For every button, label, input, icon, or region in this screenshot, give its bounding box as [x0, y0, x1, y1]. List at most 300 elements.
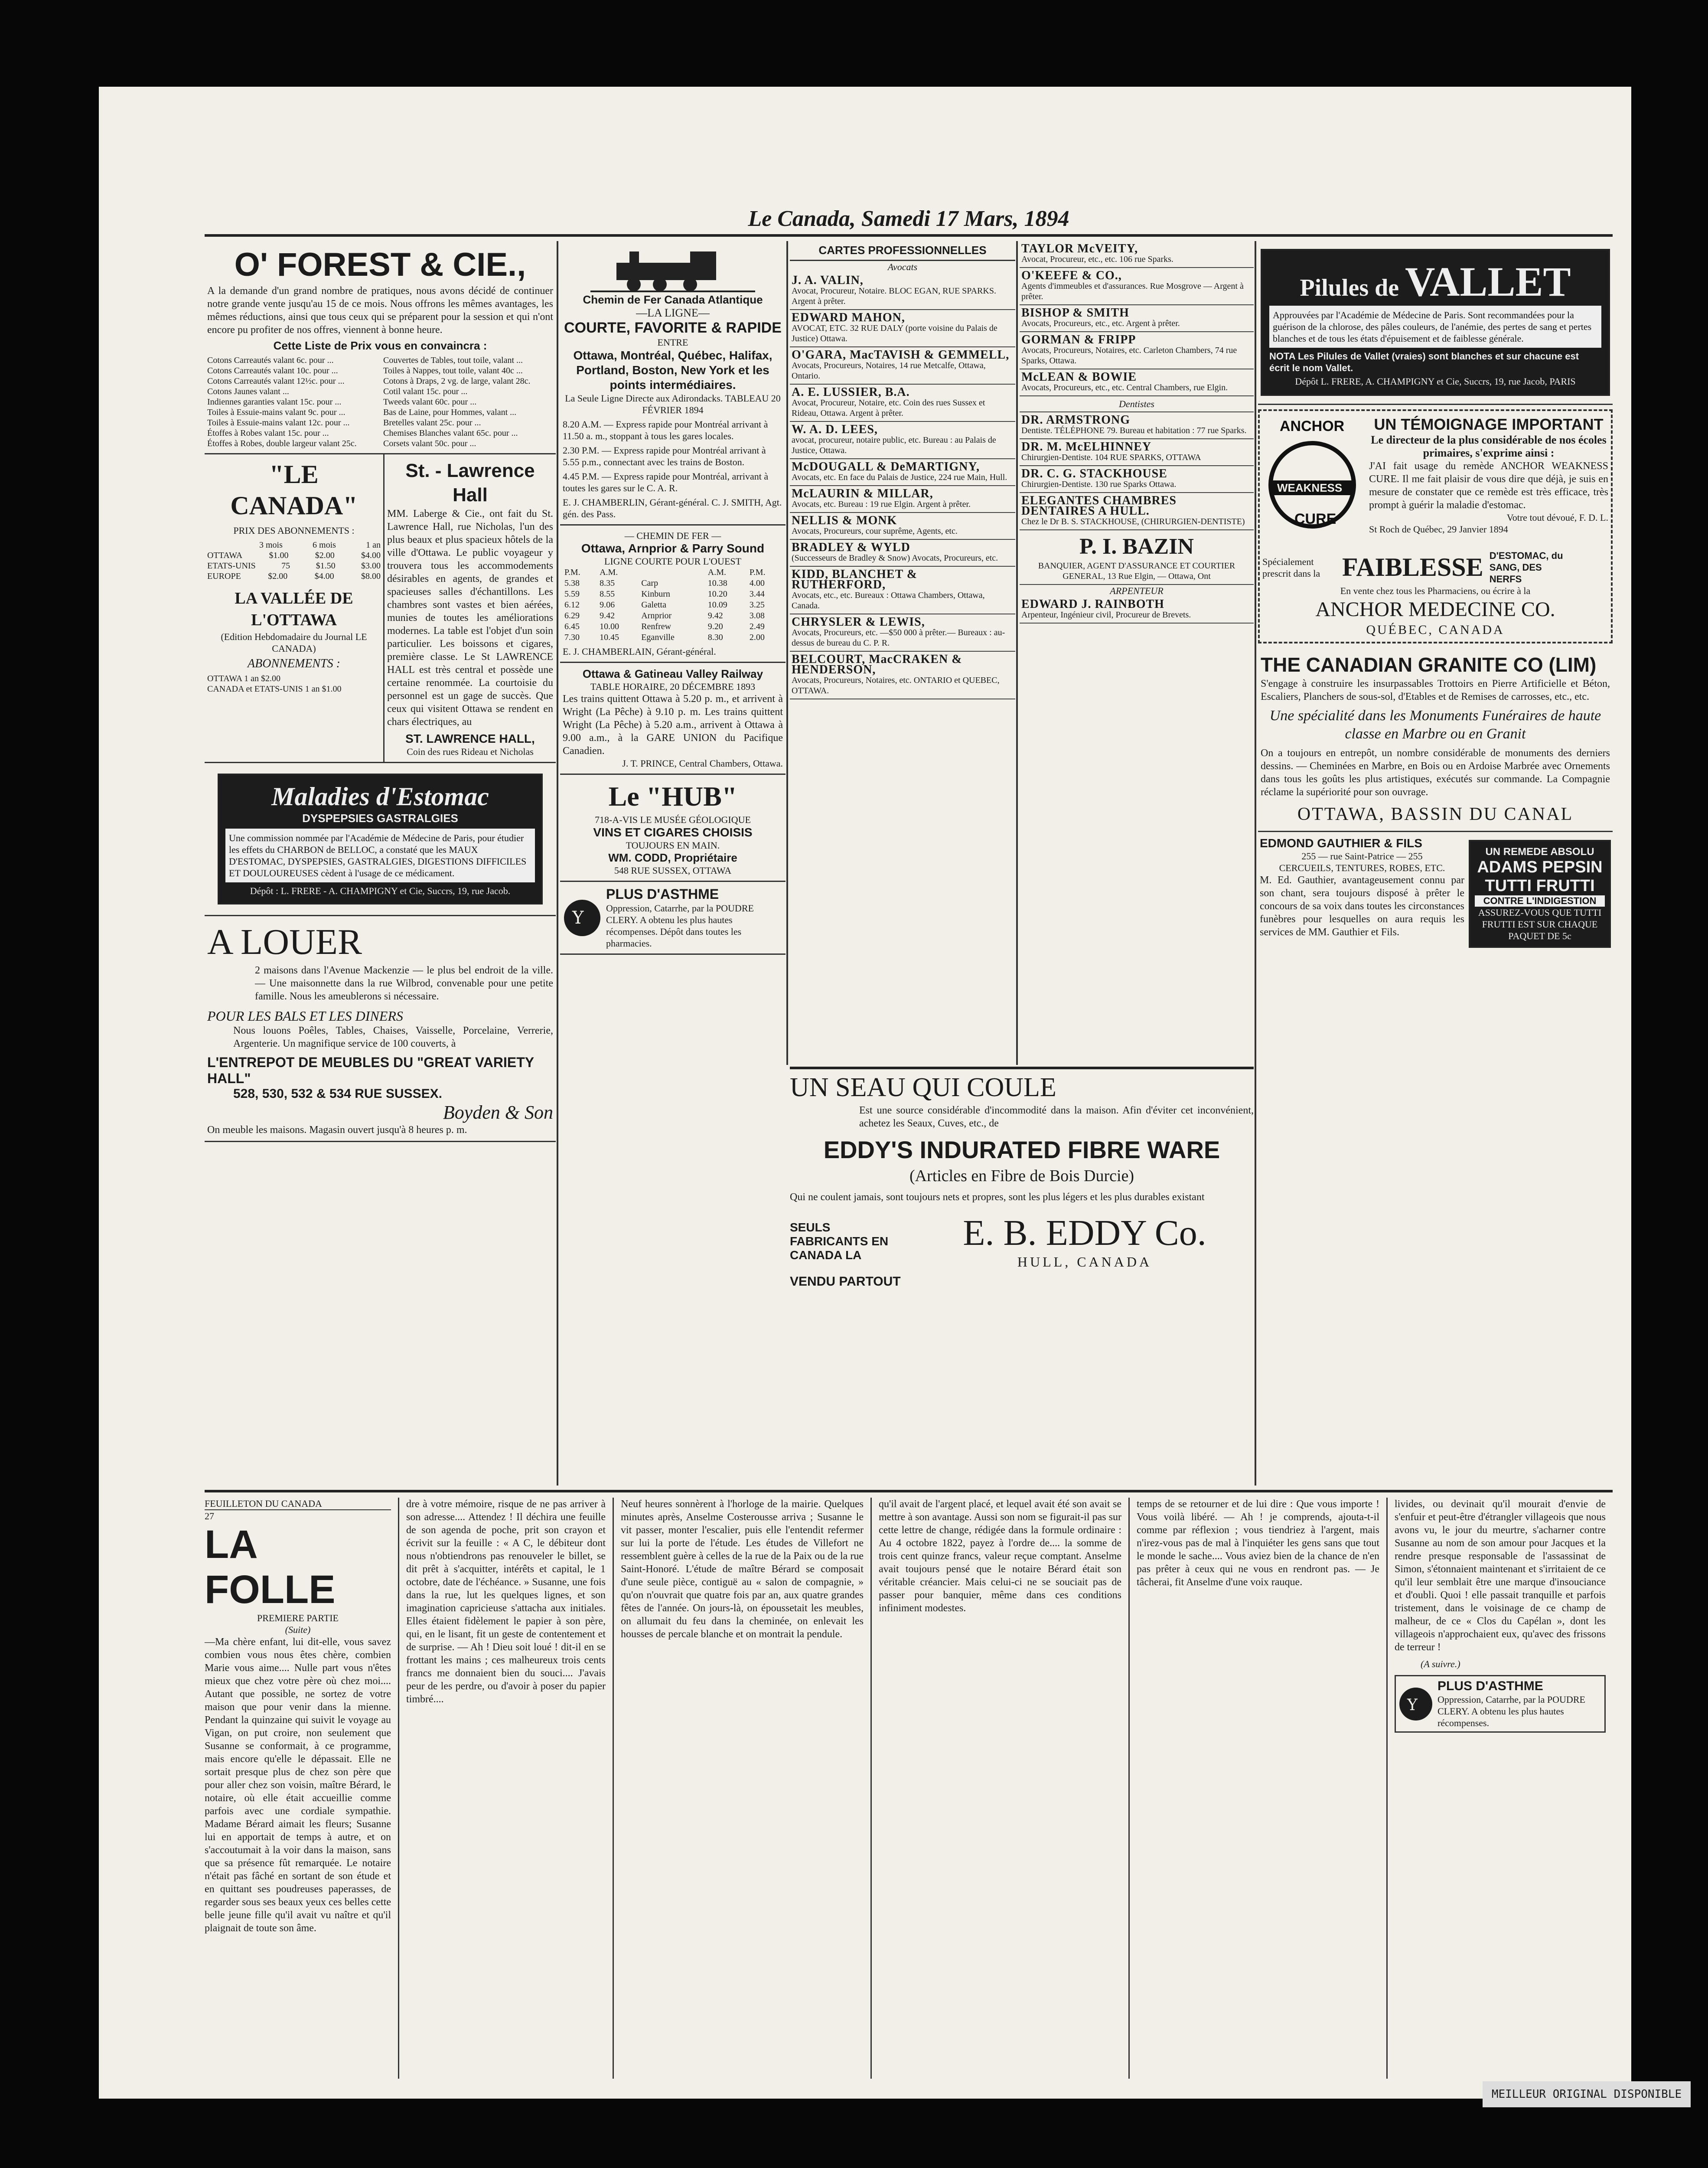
table-cell: 10.09 — [707, 600, 727, 610]
list-item: Cotil valant 15c. pour ... — [383, 387, 468, 396]
table-row — [563, 632, 783, 643]
maladies-box — [218, 774, 543, 904]
vallet-ad — [1258, 241, 1613, 405]
row-label: EUROPE — [207, 571, 241, 581]
card-name: NELLIS & MONK — [792, 514, 897, 527]
pepsin-line4: CONTRE L'INDIGESTION — [1475, 895, 1605, 907]
seau-title: UN SEAU QUI COULE — [790, 1073, 1056, 1102]
anchor-badge-bot: CURE — [1294, 511, 1336, 527]
seau-sellers: SEULS FABRICANTS EN CANADA LA — [790, 1220, 889, 1262]
column-cards-2 — [1020, 241, 1254, 1065]
professional-card — [790, 614, 1015, 652]
list-item: Étoffes à Robes valant 15c. pour ... — [207, 428, 329, 438]
card-name: DR. C. G. STACKHOUSE — [1021, 467, 1167, 480]
professional-card — [1020, 268, 1254, 305]
asthme-title: PLUS D'ASTHME — [606, 886, 719, 902]
asthme-ad-2 — [1395, 1675, 1606, 1733]
bazin-name: P. I. BAZIN — [1079, 534, 1194, 559]
pepsin-line5: ASSUREZ-VOUS QUE TUTTI FRUTTI EST SUR CHAQUE PAQUET DE 5c — [1478, 907, 1602, 941]
maladies-body: Une commission nommée par l'Académie de Médecine de Paris, pour étudier les effets du CHARBON de BELLOC, a constaté que les MAUX D'ESTOMAC, DYSPEPSIES, GASTRALGIES, DIGESTIONS DIFFICILES ET DOULOUREUSES cèdent à l'usage de ce médicament. — [225, 829, 535, 882]
railway-label: Chemin de Fer Canada Atlantique — [583, 293, 763, 306]
forest-intro: A la demande d'un grand nombre de pratiques, nous avons décidé de continuer notre grande vente jusqu'au 15 de ce mois. Nous offrons les mêmes avantages, les mêmes réductions, ainsi que tous ceux qui se préparent pour la session et qui n'ont encore pu profiter de nos offres, viennent à bonne heure. — [207, 285, 553, 336]
svg-text:Y: Y — [572, 908, 584, 928]
table-row — [563, 621, 783, 632]
entrepot-addr: 528, 530, 532 & 534 RUE SUSSEX. — [233, 1087, 442, 1101]
col-head: 6 mois — [313, 540, 336, 550]
cards-list — [790, 273, 1015, 699]
card-desc: Avocats, Procureurs, etc., etc. Argent à prêter. — [1021, 319, 1180, 328]
professional-card — [1020, 493, 1254, 530]
professional-card — [790, 310, 1015, 347]
table-row — [563, 578, 783, 589]
price: $4.00 — [314, 571, 334, 581]
railway-time: 2.30 P.M. — Express rapide pour Montréal arrivant à 5.55 p.m., connectant avec les trains de Boston. — [563, 445, 766, 467]
feuilleton-col-1 — [205, 1498, 399, 2079]
list-item: Bas de Laine, pour Hommes, valant ... — [383, 408, 517, 417]
gauthier-pepsin-row — [1258, 832, 1613, 956]
list-item: Chemises Blanches valant 65c. pour ... — [383, 428, 518, 438]
arpenteur-label: ARPENTEUR — [1110, 585, 1164, 596]
vallet-title-a: Pilules de — [1300, 274, 1399, 301]
feuilleton-text: temps de se retourner et de lui dire : Que vous importe ! Vous voilà libéré. — Ah ! je comprends, ajouta-t-il comme par réflexion ; vous tiendriez à l'argent, mais n'irez-vous pas de mal à l'inquiéter les gens sans que tout le monde le sache.... Vous aviez bien de la chance de n'en pas prêter à ceux qui ne vous en rendront pas. — Je tâcherai, fit Anselme d'une voix rauque. — [1137, 1499, 1379, 1588]
railway-ligne: —LA LIGNE— — [636, 307, 710, 319]
price: 75 — [281, 561, 290, 571]
column-cards — [790, 241, 1015, 1065]
page-header: Le Canada, Samedi 17 Mars, 1894 — [205, 204, 1613, 237]
column-railways — [560, 241, 786, 1486]
gauthier-title: EDMOND GAUTHIER & FILS — [1260, 836, 1422, 850]
anchor-title: UN TÉMOIGNAGE IMPORTANT — [1374, 415, 1604, 433]
lawrence-ad — [385, 454, 556, 762]
dentistes-label: Dentistes — [1020, 396, 1254, 412]
list-item: Cotons Jaunes valant ... — [207, 387, 289, 396]
price-row — [207, 561, 381, 571]
feuilleton-col-5 — [1130, 1498, 1388, 2079]
professional-card — [1020, 241, 1254, 268]
row-label: OTTAWA — [207, 551, 243, 560]
section-rule — [205, 1490, 1613, 1492]
maladies-sub: DYSPEPSIES GASTRALGIES — [302, 812, 458, 825]
table-cell: 3.08 — [749, 611, 765, 620]
card-name: DR. ARMSTRONG — [1021, 413, 1131, 427]
card-desc: Avocat, Procureur, Notaire. BLOC EGAN, RUE SPARKS. Argent à prêter. — [792, 286, 996, 306]
card-desc: Chirurgien-Dentiste. 130 rue Sparks Ottawa. — [1021, 480, 1177, 489]
gauthier-sub: CERCUEILS, TENTURES, ROBES, ETC. — [1279, 862, 1445, 873]
asthme-ad — [560, 882, 786, 955]
cards-title: CARTES PROFESSIONNELLES — [790, 241, 1015, 261]
seau-brand: EDDY'S INDURATED FIBRE WARE — [823, 1136, 1220, 1163]
list-item: Cotons Carreautés valant 6c. pour ... — [207, 356, 334, 365]
hub-title: Le "HUB" — [608, 781, 737, 812]
table-cell: 8.35 — [600, 578, 615, 588]
rainboth-card — [1020, 597, 1254, 624]
list-item: Cotons Carreautés valant 10c. pour ... — [207, 366, 338, 375]
svg-text:Y: Y — [1407, 1696, 1418, 1714]
table-cell: 6.29 — [564, 611, 580, 620]
forest-title: O' FOREST & CIE., — [234, 246, 526, 283]
card-name: McLEAN & BOWIE — [1021, 370, 1137, 384]
table-cell: Carp — [641, 578, 658, 588]
seau-brand-sub: (Articles en Fibre de Bois Durcie) — [909, 1167, 1134, 1185]
vallet-box — [1261, 249, 1610, 396]
arnprior-timetable — [563, 567, 783, 643]
lecanada-ad — [205, 454, 385, 762]
price: $4.00 — [361, 551, 381, 560]
railway-tableau: La Seule Ligne Directe aux Adirondacks. TABLEAU 20 FÉVRIER 1894 — [565, 393, 781, 415]
professional-card — [1020, 369, 1254, 396]
professional-card — [790, 513, 1015, 540]
table-cell: 4.00 — [749, 578, 765, 588]
lawrence-title: St. - Lawrence Hall — [405, 460, 535, 506]
abonnements-label: ABONNEMENTS : — [248, 657, 340, 670]
feuilleton-col-3 — [614, 1498, 872, 2079]
card-desc: Avocats, etc. En face du Palais de Justice, 224 rue Main, Hull. — [792, 473, 1007, 482]
row-label: ETATS-UNIS — [207, 561, 256, 571]
card-name: KIDD, BLANCHET & RUTHERFORD, — [792, 568, 918, 591]
bazin-desc: BANQUIER, AGENT D'ASSURANCE ET COURTIER GENERAL, 13 Rue Elgin, — Ottawa, Ont — [1038, 561, 1235, 581]
professional-card — [790, 273, 1015, 310]
granite-footer: OTTAWA, BASSIN DU CANAL — [1297, 804, 1574, 824]
card-name: BRADLEY & WYLD — [792, 541, 910, 554]
vallet-body: Approuvées par l'Académie de Médecine de Paris. Sont recommandées pour la guérison de la chlorose, des pâles couleurs, de l'anémie, des pertes de sang et pertes blanches et de tous les états d'épuisement et de faiblesse générale. — [1269, 306, 1601, 348]
table-cell: 3.44 — [749, 589, 765, 599]
lawrence-addr: Coin des rues Rideau et Nicholas — [407, 746, 534, 757]
asthme-logo-icon — [563, 898, 602, 937]
card-desc: Avocats, Procureurs, cour suprême, Agents, etc. — [792, 526, 958, 536]
hub-sub: 718-A-VIS LE MUSÉE GÉOLOGIQUE — [595, 814, 751, 825]
professional-card — [790, 652, 1015, 699]
card-name: CHRYSLER & LEWIS, — [792, 615, 925, 629]
vallee-title: LA VALLÉE DE L'OTTAWA — [235, 589, 353, 629]
table-row — [563, 589, 783, 600]
table-cell: 10.20 — [707, 589, 727, 599]
anchor-ad — [1258, 409, 1613, 643]
forest-ad — [205, 241, 556, 454]
price: $1.50 — [316, 561, 336, 571]
feuilleton-text: Neuf heures sonnèrent à l'horloge de la mairie. Quelques minutes après, Anselme Costerousse arriva ; Susanne le vit passer, monter l'escalier, puis elle l'entendit refermer sur lui la porte de l'étude. Les études de Villefort ne ressemblent guère à celles de la rue de la Paix ou de la rue Saint-Honoré. L'étude de maître Bérard se composait d'une seule pièce, contiguë au « salon de compagnie, » qu'on n'ouvrait que quatre fois par an, aux quatre grandes fêtes de l'année. On jours-là, on époussetait les meubles, on allumait du feu dans la cheminée, on enlevait les housses de percale blanche et on montrait la pendule. — [621, 1499, 864, 1640]
granite-body: S'engage à construire les insurpassables Trottoirs en Pierre Artificielle et Béton, Escaliers, Planchers de sous-sol, d'Etables et de Remises de carrosses, etc., etc. — [1261, 678, 1610, 702]
table-cell: 10.38 — [707, 578, 727, 588]
seau-footer — [790, 1212, 1254, 1270]
vendu-partout: VENDU PARTOUT — [790, 1274, 901, 1289]
card-name: O'KEEFE & CO., — [1021, 269, 1122, 282]
pepsin-line1: UN REMEDE ABSOLU — [1485, 846, 1594, 858]
feuilleton-num: 27 — [205, 1511, 214, 1522]
list-item: Couvertes de Tables, tout toile, valant ... — [383, 356, 523, 365]
railway-entre: ENTRE — [657, 337, 688, 348]
bals-body: Nous louons Poêles, Tables, Chaises, Vaisselle, Porcelaine, Verrerie, Argenterie. Un magnifique service de 100 couverts, à — [233, 1025, 553, 1049]
eddy-city: HULL, CANADA — [1017, 1254, 1152, 1270]
arnprior-prefix: — CHEMIN DE FER — — [624, 530, 721, 541]
maladies-ad — [205, 763, 556, 916]
vallee-sub: (Edition Hebdomadaire du Journal LE CANADA) — [221, 631, 367, 654]
professional-card — [790, 459, 1015, 486]
card-name: GORMAN & FRIPP — [1021, 333, 1136, 346]
table-cell: Renfrew — [641, 622, 671, 631]
list-item: Toiles à Nappes, tout toile, valant 40c ... — [383, 366, 523, 375]
professional-card — [1020, 412, 1254, 439]
price: $2.00 — [268, 571, 288, 581]
price: $2.00 — [315, 551, 335, 560]
table-row — [563, 611, 783, 621]
hub-owner: WM. CODD, Propriétaire — [608, 851, 737, 864]
list-item: Étoffes à Robes, double largeur valant 25c. — [207, 439, 357, 448]
eddy-company: E. B. EDDY Co. — [963, 1213, 1206, 1253]
table-row — [563, 600, 783, 611]
vallet-title-b: VALLET — [1405, 258, 1571, 305]
professional-card — [790, 422, 1015, 459]
arnprior-title: Ottawa, Arnprior & Parry Sound — [581, 542, 765, 555]
pepsin-line3: TUTTI FRUTTI — [1485, 877, 1595, 895]
anchor-badge-mid: WEAKNESS — [1277, 481, 1343, 494]
alouer-footer: On meuble les maisons. Magasin ouvert jusqu'à 8 heures p. m. — [207, 1124, 467, 1136]
feuilleton-label: FEUILLETON DU CANADA — [205, 1498, 391, 1510]
table-cell: 10.00 — [600, 622, 619, 631]
card-name: EDWARD MAHON, — [792, 311, 905, 324]
feuilleton-text: qu'il avait de l'argent placé, et lequel avait été son avait se mettre à son avantage. Aussi son nom se figurait-il pas sur cette lettre de change, rédigée dans la formule ordinaire : Au 4 octobre 1822, payez à l'ordre de.... la somme de trois cent quinze francs, valeur reçue comptant. Anselme avait toujours pensé que le notaire Bérard était son véritable créancier. Mais celui-ci ne se souciait pas de passer pour banquier, même dans ces conditions infiniment modestes. — [879, 1499, 1121, 1614]
pepsin-ad — [1469, 840, 1611, 948]
card-desc: Agents d'immeubles et d'assurances. Rue Mosgrove — Argent à prêter. — [1021, 281, 1244, 301]
card-name: BISHOP & SMITH — [1021, 306, 1129, 320]
rainboth-name: EDWARD J. RAINBOTH — [1021, 598, 1164, 611]
card-name: TAYLOR McVEITY, — [1021, 242, 1138, 255]
professional-card — [1020, 466, 1254, 493]
price-row — [207, 571, 381, 581]
card-desc: AVOCAT, ETC. 32 RUE DALY (porte voisine du Palais de Justice) Ottawa. — [792, 323, 997, 343]
railway-title: COURTE, FAVORITE & RAPIDE — [564, 320, 782, 336]
list-item: Bretelles valant 25c. pour ... — [383, 418, 481, 428]
anchor-badge-icon — [1262, 415, 1362, 545]
locomotive-icon — [590, 245, 755, 293]
card-desc: Chirurgien-Dentiste. 104 RUE SPARKS, OTTAWA — [1021, 453, 1201, 462]
list-item: Corsets valant 50c. pour ... — [383, 439, 476, 448]
granite-body2: On a toujours en entrepôt, un nombre considérable de monuments des derniers dessins. — Cheminées en Marbre, en Bois ou en Ardoise Marbrée avec Ornements dans tous les goûts les plus artistiques, exécutés sur commande. La Compagnie réclame la supériorité pour son ouvrage. — [1261, 748, 1610, 798]
list-item: Toiles à Essuie-mains valant 12c. pour ... — [207, 418, 350, 428]
anchor-city: QUÉBEC, CANADA — [1366, 623, 1505, 637]
card-name: McLAURIN & MILLAR, — [792, 487, 933, 500]
card-desc: Avocats, Procureurs, Notaires, etc. ONTARIO et QUEBEC, OTTAWA. — [792, 676, 1000, 695]
hub-ad — [560, 775, 786, 882]
arnprior-ad — [560, 526, 786, 663]
anchor-date: St Roch de Québec, 29 Janvier 1894 — [1369, 524, 1508, 535]
professional-card — [1020, 439, 1254, 466]
table-cell: 2.00 — [749, 633, 765, 642]
newspaper-page — [205, 204, 1613, 2081]
table-cell: 9.42 — [707, 611, 723, 620]
vallee-row: OTTAWA 1 an $2.00 — [207, 674, 280, 683]
gatineau-title: Ottawa & Gatineau Valley Railway — [582, 667, 763, 680]
lecanada-title: "LE CANADA" — [230, 460, 358, 520]
maladies-title: Maladies d'Estomac — [271, 782, 489, 811]
alouer-ad — [205, 916, 556, 1142]
table-cell — [639, 567, 706, 578]
price: $1.00 — [269, 551, 289, 560]
professional-card — [790, 347, 1015, 385]
price-head — [207, 540, 381, 550]
anchor-body: J'AI fait usage du remède ANCHOR WEAKNESS CURE. Il me fait plaisir de vous dire que déjà, je suis en mesure de constater que ce remède est très efficace, très prompt à guérir la maladie d'estomac. — [1369, 460, 1608, 511]
list-item: Cotons Carreautés valant 12½c. pour ... — [207, 376, 345, 386]
price-row — [207, 550, 381, 561]
table-cell: 7.30 — [564, 633, 580, 642]
rainboth-desc: Arpenteur, Ingénieur civil, Procureur de Brevets. — [1021, 610, 1191, 620]
list-item: Tweeds valant 60c. pour ... — [383, 397, 477, 407]
feuilleton-asuivre: (A suivre.) — [1421, 1659, 1460, 1669]
card-name: J. A. VALIN, — [792, 274, 864, 287]
railway-ad — [560, 241, 786, 526]
column-divider — [1255, 241, 1256, 1486]
feuilleton-part: PREMIERE PARTIE — [257, 1613, 339, 1623]
gauthier-body: M. Ed. Gauthier, avantageusement connu par son chant, sera toujours disposé à prêter le concours de sa voix dans toutes les circonstances funèbres pour lesquelles on aura requis les services de MM. Gauthier et Fils. — [1260, 875, 1464, 938]
feuilleton-col-4 — [872, 1498, 1130, 2079]
price: $8.00 — [361, 571, 381, 581]
card-desc: avocat, procureur, notaire public, etc. Bureau : au Palais de Justice, Ottawa. — [792, 435, 996, 455]
seau-rule — [790, 1067, 1254, 1069]
card-name: O'GARA, MacTAVISH & GEMMELL, — [792, 348, 1010, 362]
feuilleton-text: dre à votre mémoire, risque de ne pas arriver à son adresse.... Attendez ! Il déchira une feuille de son agenda de poche, prit son crayon et écrivit sur la feuille : « A C, le débiteur dont nous n'obtiendrons pas renouveler le billet, se dit prêt à s'acquitter, intérêts et capital, le 1 octobre, date de l'échéance. » Susanne, une fois dans la rue, lut les quelques lignes, et son imagination capricieuse s'attacha aux initiales. Elles étaient fidèlement le papier à son père, qui, en le lisant, fit un geste de contentement et de surprise. — Ah ! Dieu soit loué ! dit-il en se frottant les mains ; ces malheureux trois cents francs me donnaient bien du souci.... J'avais peur de les perdre, ou d'avoir à poser du papier timbré.... — [406, 1499, 606, 1705]
hub-line2: TOUJOURS EN MAIN. — [626, 840, 720, 851]
feuilleton-title: LA FOLLE — [205, 1522, 336, 1612]
table-cell: 9.06 — [600, 600, 615, 610]
anchor-company: ANCHOR MEDECINE CO. — [1315, 598, 1555, 621]
gatineau-body: Les trains quittent Ottawa à 5.20 p. m., et arrivent à Wright (La Pêche) à 9.10 p. m. Les trains quittent Wright (La Pêche) à 5.20 a.m., arrivent à Ottawa à 9.00 a.m., à la GARE UNION du Pacifique Canadien. — [563, 693, 783, 757]
table-cell: 2.49 — [749, 622, 765, 631]
railway-footer: E. J. CHAMBERLIN, Gérant-général. C. J. SMITH, Agt. gén. des Pass. — [563, 497, 782, 519]
asthme-logo-icon — [1398, 1687, 1433, 1721]
list-item: Cotons à Draps, 2 vg. de large, valant 28c. — [383, 376, 531, 386]
arnprior-footer: E. J. CHAMBERLAIN, Gérant-général. — [563, 646, 716, 657]
card-desc: Avocats, Procureurs, etc., etc. Central Chambers, rue Elgin. — [1021, 383, 1228, 392]
table-cell: P.M. — [564, 568, 580, 577]
seau-sub: Est une source considérable d'incommodité dans la maison. Afin d'éviter cet inconvénient, achetez les Seaux, Cuves, etc., de — [859, 1105, 1254, 1129]
column-ads-left — [205, 241, 556, 1486]
table-cell: 10.45 — [600, 633, 619, 642]
granite-special: Une spécialité dans les Monuments Funéraires de haute classe en Marbre ou en Granit — [1269, 708, 1601, 742]
table-cell: Kinburn — [641, 589, 670, 599]
forest-right-list — [383, 355, 553, 449]
table-cell: A.M. — [600, 568, 618, 577]
lawrence-body: MM. Laberge & Cie., ont fait du St. Lawrence Hall, rue Nicholas, l'un des plus beaux et plus spacieux hôtels de la ville d'Ottawa. Le public voyageur y trouvera tous les accommodements désirables en agents, de grandes et spacieuses salles d'échantillons. Les chambres sont vastes et bien aérées, munies de toutes les améliorations modernes. La table est l'objet d'un soin particulier. Les boissons et cigares, première classe. Le St LAWRENCE HALL est très central et possède une certaine renommée. La courtoisie du personnel est un gage de succès. Que ceux qui visitent Ottawa se rendent en chars électriques, au — [387, 508, 553, 728]
feuilleton-text: —Ma chère enfant, lui dit-elle, vous savez combien vous nous êtes chère, combien Marie vous aime.... Nulle part vous n'êtes mieux que chez votre père où chez moi.... Autant que possible, ne sortez de votre maison que pour venir dans la mienne. Pendant la quinzaine qui suivit le voyage au Vigan, on put croire, non seulement que Susanne se conformait, à ce programme, mais encore qu'elle le dépassait. Elle ne sortait presque plus de chez son père que pour aller chez son voisin, maître Bérard, le notaire, où elle était accueillie comme parfois avec une cordiale sympathie. Madame Bérard aimait les fleurs; Susanne lui en apportait de temps à autre, et on s'accoutumait à la voir dans la maison, sans que sa présence fût remarquée. Le notaire n'était pas fâché en sortant de son étude et en quittant ses poudreuses paperasses, de regarder sous ses beaux yeux ces belles cette belle jeune fille qu'il avait vu naître et qu'il plaignait de toute son âme. — [205, 1636, 391, 1934]
list-item: Toiles à Essuie-mains valant 9c. pour ... — [207, 408, 346, 417]
card-name: DR. M. McELHINNEY — [1021, 440, 1152, 454]
column-ads-right — [1258, 241, 1613, 1486]
vallet-title-row — [1269, 258, 1601, 306]
boyden-signature: Boyden & Son — [443, 1102, 553, 1123]
professional-card — [790, 567, 1015, 614]
table-cell: Arnprior — [641, 611, 672, 620]
card-desc: (Successeurs de Bradley & Snow) Avocats, Procureurs, etc. — [792, 553, 998, 563]
bals-title: POUR LES BALS ET LES DINERS — [207, 1008, 403, 1024]
lawrence-name: ST. LAWRENCE HALL, — [405, 732, 535, 745]
feuilleton-col-6 — [1388, 1498, 1613, 2079]
cards2-list — [1020, 241, 1254, 396]
table-cell: 8.55 — [600, 589, 615, 599]
table-cell: 6.45 — [564, 622, 580, 631]
forest-list-title: Cette Liste de Prix vous en convaincra : — [273, 339, 487, 352]
bazin-card — [1020, 530, 1254, 585]
table-cell: A.M. — [707, 568, 726, 577]
dentists-list — [1020, 412, 1254, 530]
professional-card — [790, 540, 1015, 567]
card-desc: Dentiste. TÉLÉPHONE 79. Bureau et habitation : 77 rue Sparks. — [1021, 426, 1247, 435]
professional-card — [1020, 305, 1254, 332]
professional-card — [790, 385, 1015, 422]
card-name: A. E. LUSSIER, B.A. — [792, 385, 910, 399]
hub-line: VINS ET CIGARES CHOISIS — [593, 826, 753, 839]
anchor-lead: Le directeur de la plus considérable de nos écoles primaires, s'exprime ainsi : — [1371, 434, 1607, 459]
anchor-special: Spécialement prescrit dans la — [1262, 556, 1320, 579]
vallet-nota: NOTA Les Pilules de Vallet (vraies) sont blanches et sur chacune est écrit le nom Vallet. — [1269, 351, 1579, 373]
anchor-sign: Votre tout dévoué, F. D. L. — [1506, 512, 1608, 523]
table-cell: 6.12 — [564, 600, 580, 610]
card-desc: Avocats, Procureurs, etc. —$50 000 à prêter.— Bureaux : au-dessus de bureau du C. P. R. — [792, 628, 1005, 648]
table-cell: P.M. — [749, 568, 766, 577]
card-desc: Avocats, etc., etc. Bureaux : Ottawa Chambers, Ottawa, Canada. — [792, 591, 985, 611]
lecanada-subtitle: PRIX DES ABONNEMENTS : — [233, 525, 355, 536]
card-desc: Avocats, etc. Bureau : 19 rue Elgin. Argent à prêter. — [792, 500, 971, 509]
pepsin-line2: ADAMS PEPSIN — [1477, 858, 1603, 876]
card-desc: Avocat, Procureur, etc., etc. 106 rue Sparks. — [1021, 255, 1173, 264]
arnprior-sub: LIGNE COURTE POUR L'OUEST — [604, 556, 742, 567]
asthme2-title: PLUS D'ASTHME — [1437, 1679, 1543, 1693]
feuilleton-section — [205, 1498, 1613, 2079]
canada-lawrence-row — [205, 454, 556, 763]
alouer-title: A LOUER — [207, 922, 362, 962]
entrepot-name: L'ENTREPOT DE MEUBLES DU "GREAT VARIETY HALL" — [207, 1055, 534, 1086]
table-cell: Eganville — [641, 633, 675, 642]
gatineau-footer: J. T. PRINCE, Central Chambers, Ottawa. — [622, 758, 783, 769]
anchor-vente: En vente chez tous les Pharmaciens, ou écrire à la — [1340, 585, 1531, 596]
maladies-footer: Dépôt : L. FRERE - A. CHAMPIGNY et Cie, Succrs, 19, rue Jacob. — [250, 885, 511, 896]
price: $3.00 — [361, 561, 381, 571]
card-name: McDOUGALL & DeMARTIGNY, — [792, 460, 980, 473]
column-divider — [1016, 241, 1018, 1065]
table-cell: 5.38 — [564, 578, 580, 588]
card-desc: Chez le Dr B. S. STACKHOUSE, (CHIRURGIEN-DENTISTE) — [1021, 517, 1245, 526]
anchor-faiblesse: FAIBLESSE — [1342, 553, 1483, 581]
asthme-body: Oppression, Catarrhe, par la POUDRE CLERY. A obtenu les plus hautes récompenses. Dépôt dans toutes les pharmacies. — [606, 903, 754, 949]
card-desc: Avocat, Procureur, Notaire, etc. Coin des rues Sussex et Rideau, Ottawa. Argent à prêter. — [792, 398, 985, 418]
card-desc: Avocats, Procureurs, Notaires, etc. Carleton Chambers, 74 rue Sparks, Ottawa. — [1021, 346, 1237, 366]
gauthier-ad — [1260, 836, 1464, 951]
table-cell: Galetta — [641, 600, 666, 610]
col-head: 1 an — [366, 540, 381, 550]
card-desc: Avocats, Procureurs, Notaires, 14 rue Metcalfe, Ottawa, Ontario. — [792, 361, 986, 381]
railway-time: 8.20 A.M. — Express rapide pour Montréal arrivant à 11.50 a. m., stoppant à tous les gares locales. — [563, 419, 768, 441]
anchor-badge-top: ANCHOR — [1280, 418, 1345, 434]
anchor-faiblesse-sub: D'ESTOMAC, du SANG, DES NERFS — [1489, 550, 1563, 584]
feuilleton-suite: (Suite) — [285, 1624, 311, 1635]
gatineau-ad — [560, 663, 786, 775]
feuilleton-text: livides, ou devinait qu'il mourait d'envie de s'enfuir et peut-être d'étrangler villageois que nous avons vu, le jour du meurtre, s'acharner contre Susanne au nom de son amour pour Jacques et la rendre presque responsable de l'assassinat de Simon, s'étonnaient maintenant et s'irritaient de ce qu'il leur semblait être une marque d'insouciance et d'oubli. Quoi ! elle passait tranquille et parfois tristement, dans le voisinage de ce champ de malheur, de ce « Clos du Capélan », dont les villageois n'approchaient eux, qu'avec des frissons de terreur ! — [1395, 1499, 1606, 1653]
railway-cities: Ottawa, Montréal, Québec, Halifax, Portland, Boston, New York et les points intermédiaires. — [573, 349, 773, 392]
table-cell: 3.25 — [749, 600, 765, 610]
gauthier-addr: 255 — rue Saint-Patrice — 255 — [1301, 851, 1423, 862]
seau-ad — [790, 1071, 1254, 1486]
alouer-body: 2 maisons dans l'Avenue Mackenzie — le plus bel endroit de la ville. — Une maisonnette dans la rue Wilbrod, convenable pour une petite famille. Nous les ameublerons si nécessaire. — [255, 965, 553, 1002]
seau-body: Qui ne coulent jamais, sont toujours nets et propres, sont les plus légers et les plus durables existant — [790, 1192, 1205, 1203]
table-row — [563, 567, 783, 578]
card-name: ELEGANTES CHAMBRES DENTAIRES A HULL. — [1021, 494, 1177, 518]
archive-stamp: MEILLEUR ORIGINAL DISPONIBLE — [1483, 2081, 1691, 2107]
list-item: Indiennes garanties valant 15c. pour ... — [207, 397, 342, 407]
professional-card — [1020, 332, 1254, 369]
gatineau-sub: TABLE HORAIRE, 20 DÉCEMBRE 1893 — [590, 681, 756, 692]
professional-card — [790, 486, 1015, 513]
col-head: 3 mois — [259, 540, 283, 550]
forest-left-list — [207, 355, 377, 449]
feuilleton-col-2 — [399, 1498, 614, 2079]
